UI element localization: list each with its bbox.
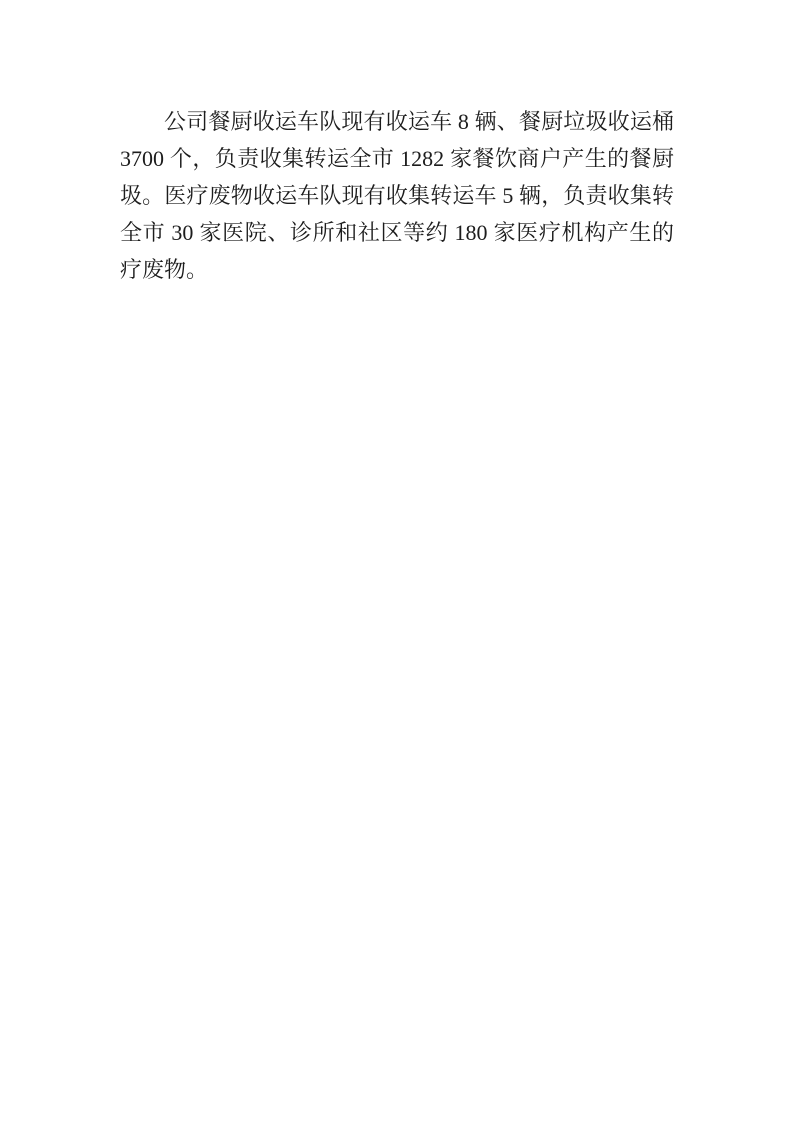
paragraph-line: 全市 30 家医院、诊所和社区等约 180 家医疗机构产生的 — [120, 220, 674, 245]
paragraph-line: 疗废物。 — [120, 257, 209, 282]
paragraph-line: 公司餐厨收运车队现有收运车 8 辆、餐厨垃圾收运桶 — [164, 109, 674, 134]
paragraph-line: 圾。医疗废物收运车队现有收集转运车 5 辆，负责收集转 — [120, 183, 674, 208]
body-paragraph — [120, 103, 674, 288]
paragraph-line: 3700 个，负责收集转运全市 1282 家餐饮商户产生的餐厨 — [120, 146, 674, 171]
